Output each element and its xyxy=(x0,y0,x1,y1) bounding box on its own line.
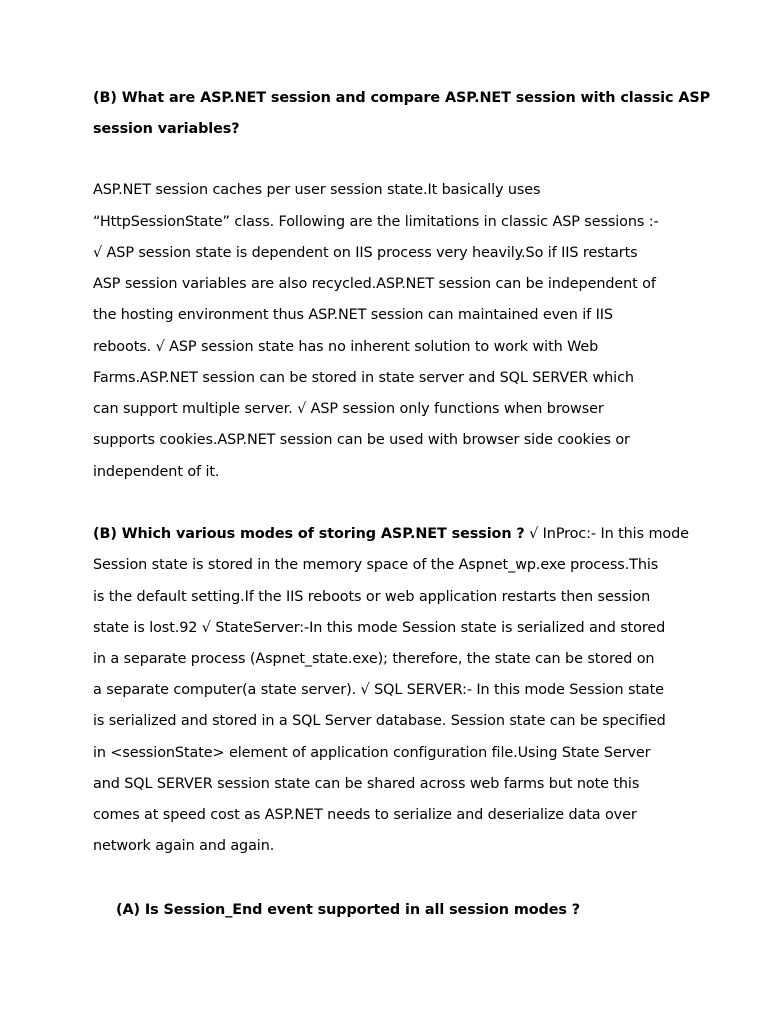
answer-1-line: √ ASP session state is dependent on IIS process very heavily.So if IIS restarts xyxy=(93,245,638,261)
answer-2-line: network again and again. xyxy=(93,838,275,854)
answer-1-line: can support multiple server. √ ASP session only functions when browser xyxy=(93,401,604,417)
answer-1-line: ASP session variables are also recycled.ASP.NET session can be independent of xyxy=(93,276,656,292)
answer-2-line: is serialized and stored in a SQL Server database. Session state can be specified xyxy=(93,713,666,729)
answer-1-line: reboots. √ ASP session state has no inherent solution to work with Web xyxy=(93,339,599,355)
answer-1-line: ASP.NET session caches per user session state.It basically uses xyxy=(93,182,541,198)
answer-2-line: in <sessionState> element of application configuration file.Using State Server xyxy=(93,745,651,761)
question-3-heading: (A) Is Session_End event supported in all session modes ? xyxy=(116,902,580,918)
answer-2-line: state is lost.92 √ StateServer:-In this mode Session state is serialized and stored xyxy=(93,620,666,636)
answer-1-line: the hosting environment thus ASP.NET session can maintained even if IIS xyxy=(93,307,613,323)
answer-2-line: a separate computer(a state server). √ SQL SERVER:- In this mode Session state xyxy=(93,682,664,698)
answer-2-line: Session state is stored in the memory space of the Aspnet_wp.exe process.This xyxy=(93,557,659,573)
question-1-heading-line-2: session variables? xyxy=(93,121,240,137)
answer-1-line: Farms.ASP.NET session can be stored in state server and SQL SERVER which xyxy=(93,370,634,386)
answer-1-line: “HttpSessionState” class. Following are the limitations in classic ASP sessions :- xyxy=(93,214,659,230)
answer-1-line: supports cookies.ASP.NET session can be used with browser side cookies or xyxy=(93,432,630,448)
question-2-heading: (B) Which various modes of storing ASP.NET session ? xyxy=(93,526,525,542)
question-2-first-line-rest: √ InProc:- In this mode xyxy=(524,526,689,542)
answer-2-line: in a separate process (Aspnet_state.exe); therefore, the state can be stored on xyxy=(93,651,655,667)
question-1-heading-line-1: (B) What are ASP.NET session and compare ASP.NET session with classic ASP xyxy=(93,90,711,106)
question-2-first-line xyxy=(93,524,689,544)
answer-1-line: independent of it. xyxy=(93,464,220,480)
answer-2-line: and SQL SERVER session state can be shared across web farms but note this xyxy=(93,776,640,792)
answer-2-line: comes at speed cost as ASP.NET needs to serialize and deserialize data over xyxy=(93,807,637,823)
answer-2-line: is the default setting.If the IIS reboots or web application restarts then session xyxy=(93,589,651,605)
